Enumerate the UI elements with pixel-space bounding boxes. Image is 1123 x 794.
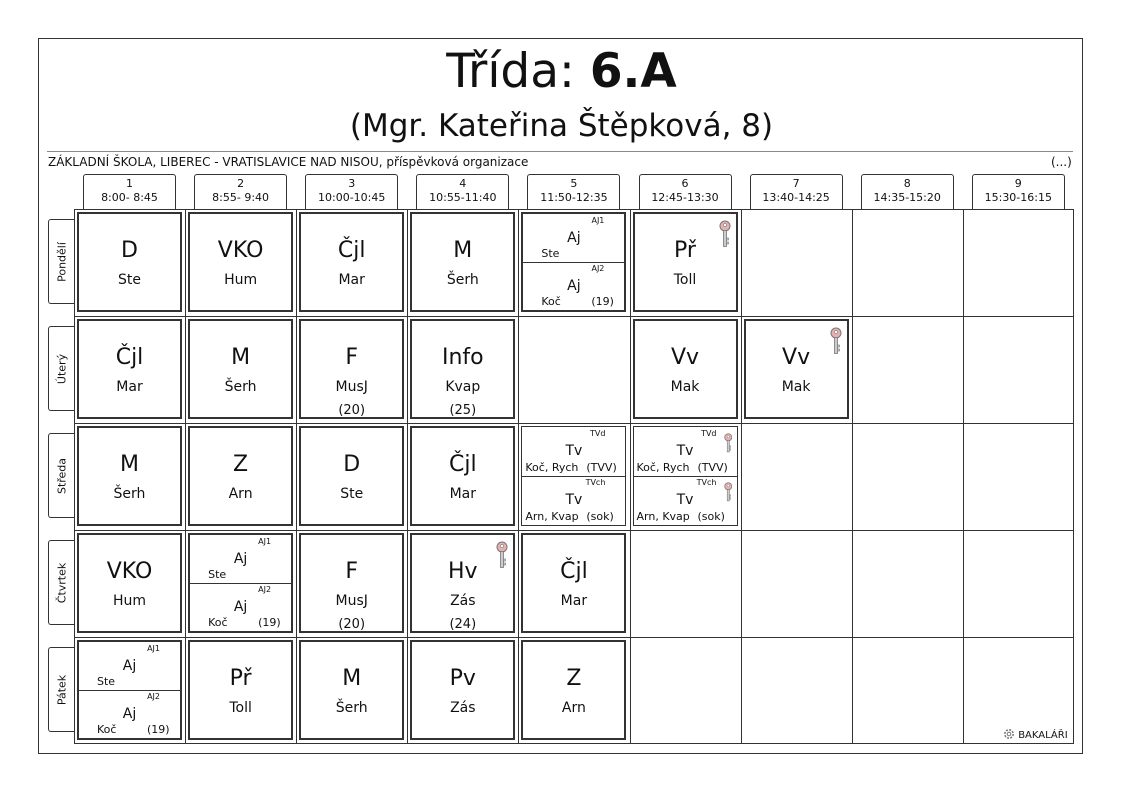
teacher-name: Mar: [338, 272, 365, 288]
lesson-card[interactable]: [521, 212, 626, 312]
group-lesson[interactable]: [522, 476, 625, 525]
subject-name: VKO: [217, 238, 264, 263]
room-number: (20): [338, 617, 366, 632]
subject-name: Z: [566, 666, 582, 691]
teacher-name: Mar: [116, 379, 143, 395]
lesson-card[interactable]: [77, 212, 182, 312]
subject-name: Tv: [676, 443, 694, 459]
teacher-name: Mar: [560, 593, 588, 609]
subject-name: F: [345, 559, 359, 584]
lesson-card[interactable]: [188, 319, 293, 419]
period-header: [861, 174, 954, 209]
teacher-name: Arn: [561, 700, 586, 716]
lesson-card[interactable]: [188, 533, 293, 633]
grid-column-line: [518, 209, 519, 744]
subject-name: Aj: [567, 278, 581, 294]
period-time: 14:35-15:20: [873, 191, 941, 204]
more-link[interactable]: (...): [1051, 155, 1072, 169]
teacher-name: Koč, Rych: [636, 461, 690, 474]
subject-name: F: [345, 345, 359, 370]
teacher-name: Toll: [229, 700, 252, 716]
class-name: 6.A: [589, 44, 677, 99]
period-number: 4: [459, 177, 467, 190]
teacher-name: Arn, Kvap: [636, 510, 690, 523]
lesson-card[interactable]: [410, 640, 515, 740]
subject-name: Tv: [676, 492, 694, 508]
period-time: 11:50-12:35: [540, 191, 608, 204]
day-label: [48, 326, 74, 411]
lesson-card[interactable]: [410, 319, 515, 419]
teacher-name: Koč: [208, 616, 228, 629]
grid-column-line: [185, 209, 186, 744]
teacher-name: Ste: [208, 568, 227, 581]
teacher-name: Koč, Rych: [525, 461, 579, 474]
day-name: Úterý: [55, 353, 68, 384]
school-name: ZÁKLADNÍ ŠKOLA, LIBEREC - VRATISLAVICE NAD NISOU, příspěvková organizace: [48, 155, 529, 169]
group-name: AJ2: [258, 585, 272, 594]
lesson-card[interactable]: [299, 319, 404, 419]
lesson-card[interactable]: [521, 640, 626, 740]
lesson-card[interactable]: [410, 426, 515, 526]
class-teacher: (Mgr. Kateřina Štěpková, 8): [349, 108, 774, 144]
lesson-card[interactable]: [188, 426, 293, 526]
subject-name: Vv: [782, 345, 811, 370]
subject-name: Aj: [233, 599, 248, 615]
subject-name: M: [120, 452, 139, 477]
day-name: Pondělí: [55, 241, 68, 282]
subject-name: Aj: [122, 706, 137, 722]
lesson-card[interactable]: [188, 640, 293, 740]
lesson-card[interactable]: [299, 212, 404, 312]
subject-name: Aj: [122, 658, 137, 674]
group-name: AJ2: [591, 264, 605, 273]
room-number: (sok): [697, 510, 725, 523]
room-number: (TVV): [586, 461, 617, 474]
key-icon: [724, 433, 733, 453]
teacher-name: Hum: [224, 272, 258, 288]
teacher-name: Zás: [450, 700, 476, 716]
lesson-card[interactable]: [410, 212, 515, 312]
subject-name: Z: [233, 452, 249, 477]
teacher-name: Arn, Kvap: [525, 510, 579, 523]
teacher-name: Šerh: [446, 272, 479, 288]
group-lesson[interactable]: [523, 262, 624, 310]
period-header: [83, 174, 176, 209]
subject-name: M: [231, 345, 251, 370]
period-header: [750, 174, 843, 209]
lesson-card[interactable]: [77, 640, 182, 740]
teacher-name: Arn: [228, 486, 253, 502]
day-label: [48, 540, 74, 625]
period-time: 15:30-16:15: [984, 191, 1052, 204]
period-number: 5: [570, 177, 578, 190]
subject-name: Info: [441, 345, 484, 370]
subject-name: Tv: [565, 443, 583, 459]
period-time: 12:45-13:30: [651, 191, 719, 204]
subject-name: D: [121, 238, 138, 263]
teacher-name: Mak: [670, 379, 700, 395]
lesson-card[interactable]: [77, 533, 182, 633]
group-lesson[interactable]: [79, 642, 180, 691]
group-name: TVd: [701, 429, 717, 438]
room-number: (sok): [586, 510, 614, 523]
subject-name: VKO: [106, 559, 153, 584]
period-header: [416, 174, 509, 209]
subject-name: Př: [229, 666, 252, 691]
period-time: 10:55-11:40: [429, 191, 497, 204]
subject-name: Aj: [567, 230, 581, 246]
lesson-card[interactable]: [188, 212, 293, 312]
room-number: (19): [591, 295, 614, 308]
key-icon: [830, 327, 842, 355]
period-time: 10:00-10:45: [318, 191, 386, 204]
page-title: [0, 44, 1123, 100]
lesson-card[interactable]: [633, 319, 738, 419]
teacher-name: Koč: [97, 723, 117, 736]
teacher-name: Ste: [340, 486, 364, 502]
teacher-name: Zás: [450, 593, 476, 609]
teacher-name: MusJ: [335, 379, 368, 395]
day-name: Čtvrtek: [55, 562, 68, 603]
period-number: 6: [681, 177, 689, 190]
subject-name: Tv: [565, 492, 583, 508]
grid-column-line: [852, 209, 853, 744]
group-lesson[interactable]: [634, 476, 737, 525]
period-number: 3: [348, 177, 356, 190]
group-lesson[interactable]: [522, 427, 625, 477]
day-name: Pátek: [55, 674, 68, 705]
teacher-name: Šerh: [335, 700, 368, 716]
subject-name: M: [342, 666, 362, 691]
teacher-name: Koč: [541, 295, 561, 308]
teacher-name: Mak: [781, 379, 811, 395]
lesson-card[interactable]: [633, 212, 738, 312]
day-label: [48, 433, 74, 518]
key-icon: [724, 482, 733, 502]
teacher-name: Šerh: [113, 486, 146, 502]
teacher-name: Ste: [97, 675, 116, 688]
group-lesson[interactable]: [190, 583, 291, 631]
group-lesson[interactable]: [190, 535, 291, 584]
group-lesson[interactable]: [634, 427, 737, 477]
subject-name: D: [343, 452, 361, 477]
group-lesson[interactable]: [79, 690, 180, 738]
subject-name: Čjl: [449, 452, 477, 477]
key-icon: [719, 220, 731, 248]
teacher-name: Ste: [541, 247, 560, 260]
period-time: 8:55- 9:40: [212, 191, 270, 204]
group-name: TVch: [696, 478, 717, 487]
teacher-name: MusJ: [335, 593, 368, 609]
room-number: (25): [449, 403, 477, 418]
teacher-name: Šerh: [224, 379, 257, 395]
lesson-card[interactable]: [744, 319, 849, 419]
lesson-card[interactable]: [77, 426, 182, 526]
subject-name: Čjl: [560, 559, 588, 584]
subject-name: Čjl: [115, 345, 144, 370]
group-name: AJ1: [591, 216, 605, 225]
group-name: AJ1: [147, 644, 160, 653]
teacher-name: Toll: [673, 272, 697, 288]
grid-column-line: [630, 209, 631, 744]
lesson-card[interactable]: [633, 426, 738, 526]
lesson-card[interactable]: [521, 426, 626, 526]
teacher-name: Mar: [449, 486, 476, 502]
teacher-name: Kvap: [445, 379, 481, 395]
period-header: [972, 174, 1065, 209]
period-time: 13:40-14:25: [762, 191, 830, 204]
period-header: [305, 174, 398, 209]
grid-column-line: [407, 209, 408, 744]
period-header: [639, 174, 732, 209]
subject-name: Pv: [449, 666, 476, 691]
room-number: (19): [258, 616, 281, 629]
subject-name: Čjl: [337, 238, 366, 263]
lesson-card[interactable]: [299, 426, 404, 526]
grid-row-line: [74, 530, 1074, 531]
period-number: 9: [1014, 177, 1022, 190]
grid-column-line: [963, 209, 964, 744]
subject-name: Př: [674, 238, 696, 263]
period-time: 8:00- 8:45: [101, 191, 158, 204]
period-number: 8: [903, 177, 911, 190]
day-label: [48, 219, 74, 304]
period-number: 7: [792, 177, 800, 190]
room-number: (24): [449, 617, 477, 632]
room-number: (19): [147, 723, 170, 736]
key-icon: [496, 541, 508, 569]
room-number: (20): [338, 403, 366, 418]
teacher-name: Ste: [118, 272, 141, 288]
brand-name: BAKALÁŘI: [1018, 730, 1068, 741]
teacher-name: Hum: [112, 593, 147, 609]
subject-name: Vv: [670, 345, 700, 370]
divider: [47, 151, 1073, 152]
grid-row-line: [74, 316, 1074, 317]
lesson-card[interactable]: [299, 533, 404, 633]
grid-column-line: [741, 209, 742, 744]
lesson-card[interactable]: [410, 533, 515, 633]
brand-logo: [1003, 728, 1068, 742]
room-number: (TVV): [697, 461, 728, 474]
grid-column-line: [296, 209, 297, 744]
lesson-card[interactable]: [299, 640, 404, 740]
group-lesson[interactable]: [523, 214, 624, 263]
group-name: TVch: [585, 478, 606, 487]
subject-name: M: [453, 238, 473, 263]
grid-row-line: [74, 423, 1074, 424]
gear-icon: [1003, 728, 1015, 740]
subject-name: Hv: [448, 559, 478, 584]
subject-name: Aj: [233, 551, 248, 567]
group-name: AJ1: [258, 537, 272, 546]
group-name: AJ2: [147, 692, 160, 701]
period-header: [194, 174, 287, 209]
grid-row-line: [74, 637, 1074, 638]
lesson-card[interactable]: [521, 533, 626, 633]
period-number: 1: [126, 177, 133, 190]
period-number: 2: [237, 177, 245, 190]
day-label: [48, 647, 74, 732]
title-label: Třída:: [446, 44, 575, 99]
lesson-card[interactable]: [77, 319, 182, 419]
group-name: TVd: [589, 429, 606, 438]
period-header: [527, 174, 620, 209]
day-name: Středa: [55, 457, 68, 494]
